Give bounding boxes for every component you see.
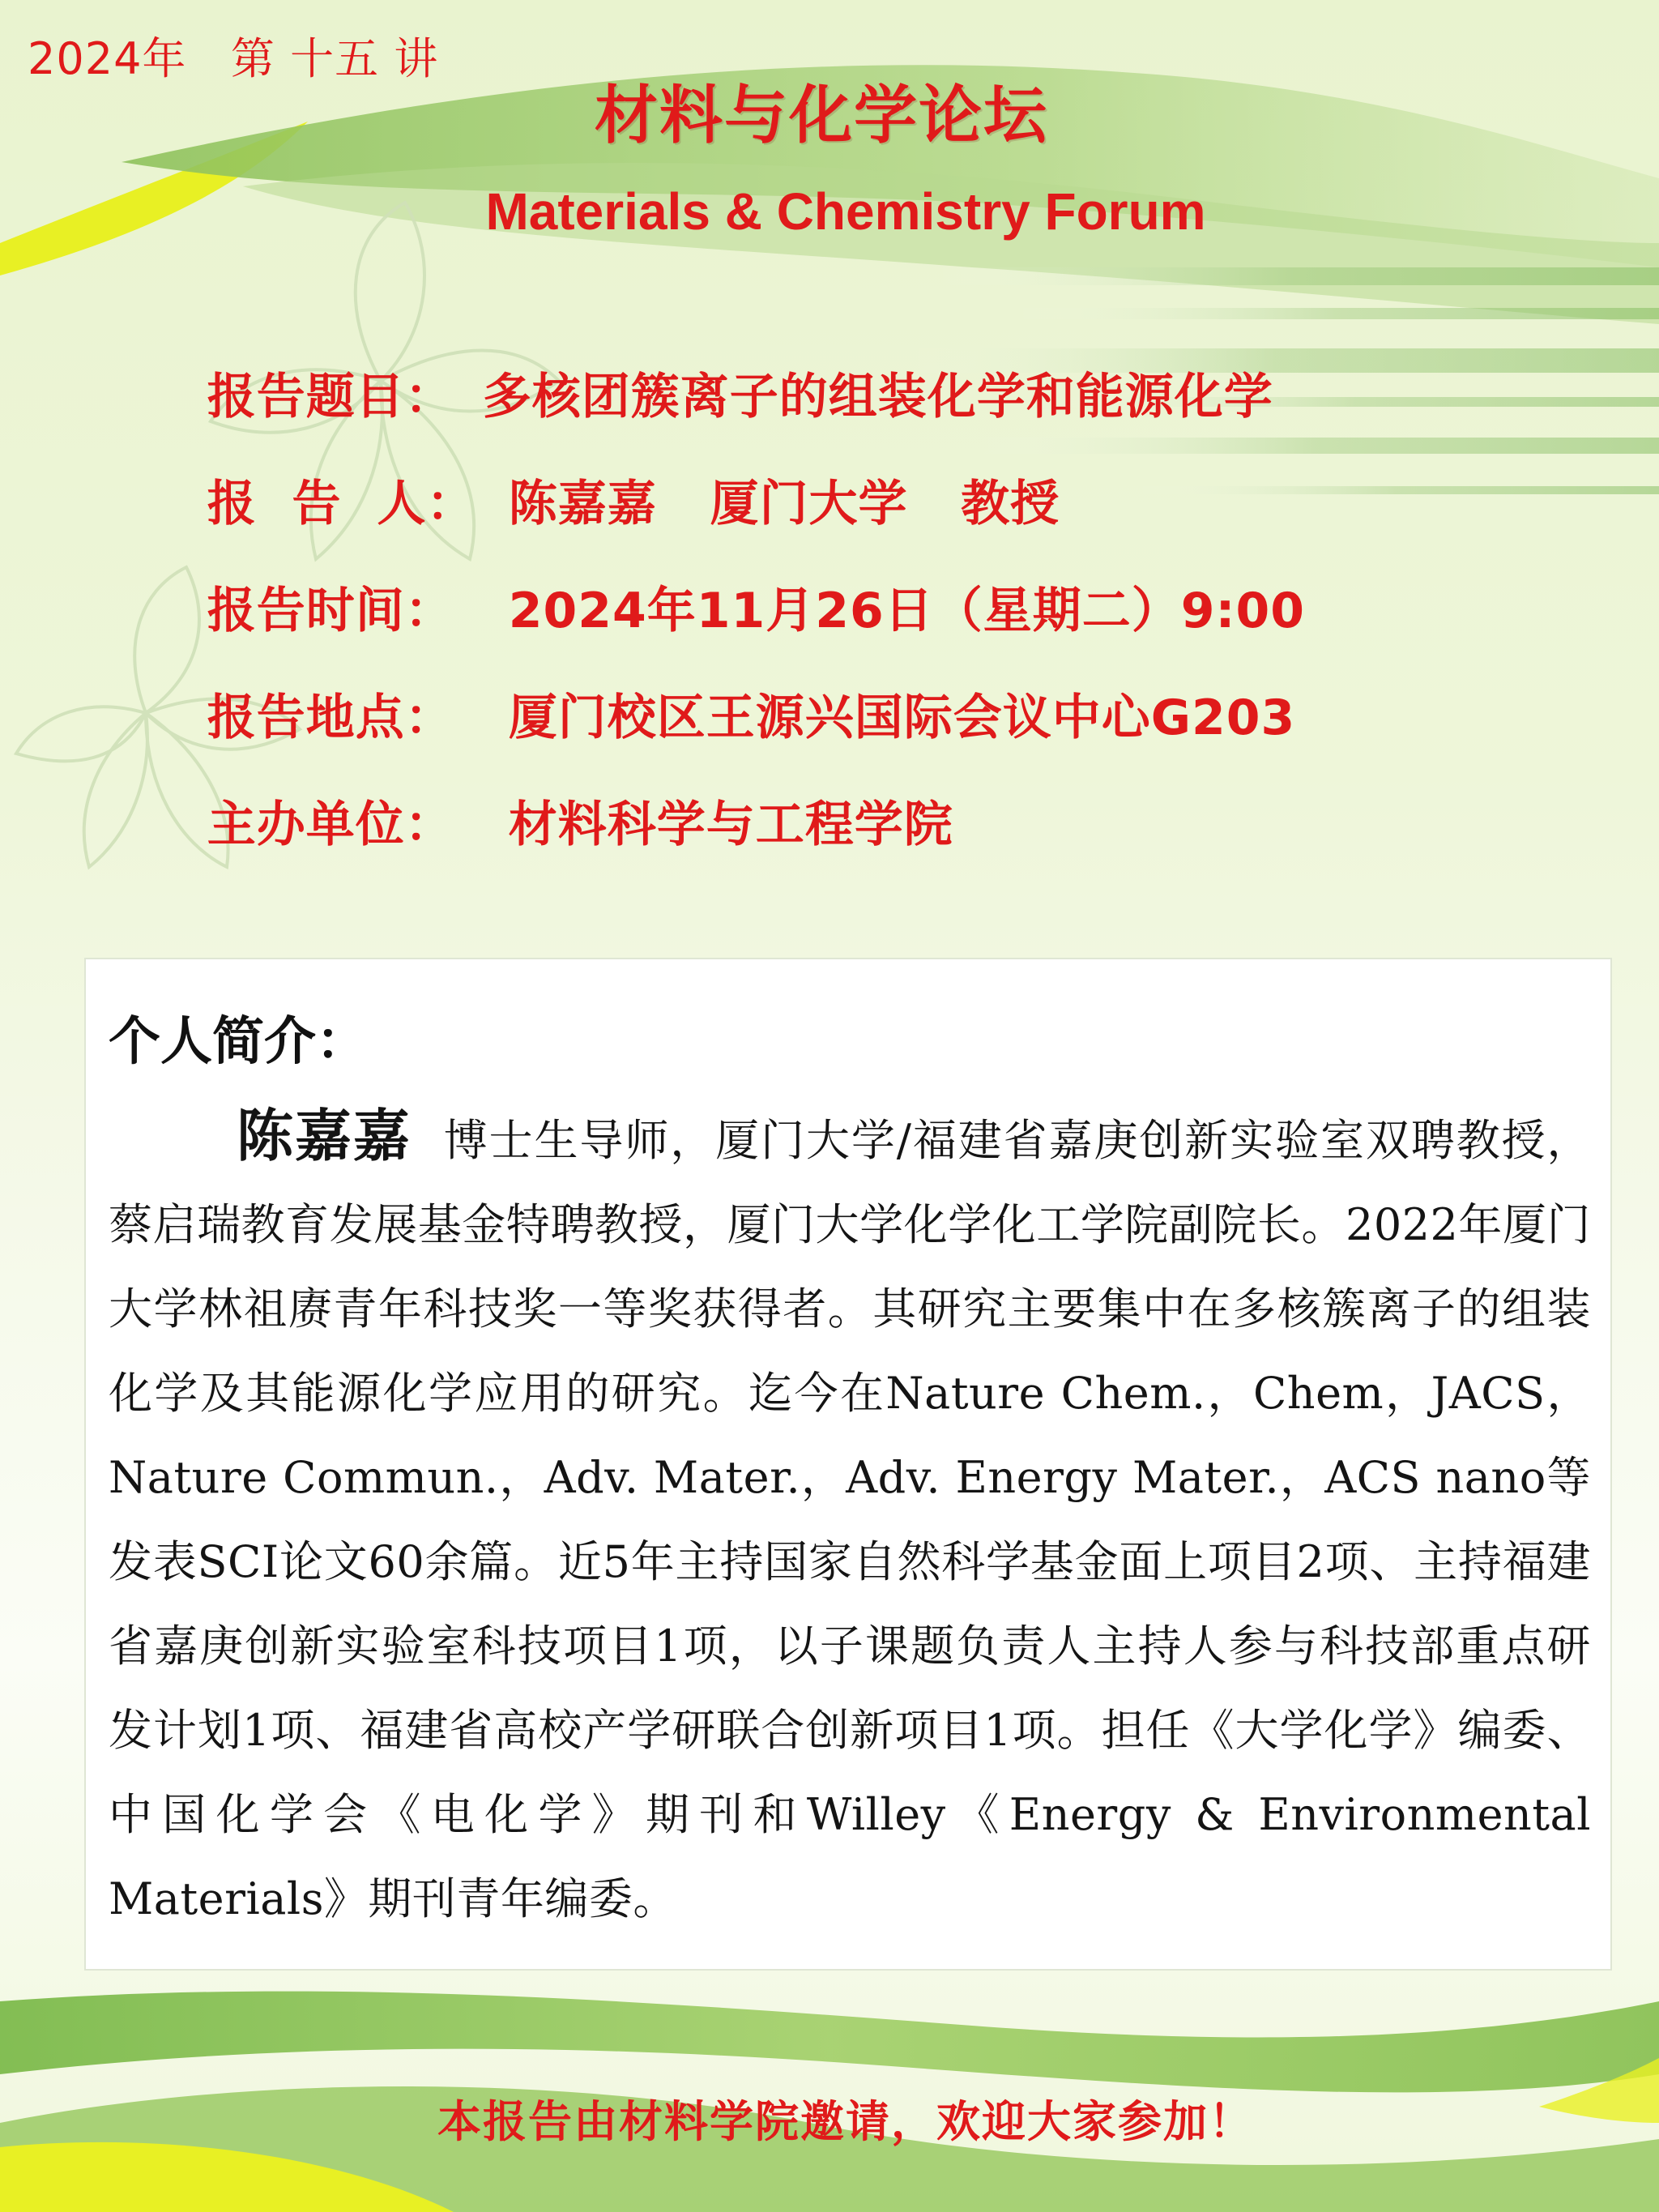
footer-invitation: 本报告由材料学院邀请，欢迎大家参加！ xyxy=(437,2096,1254,2147)
forum-title-english: Materials & Chemistry Forum xyxy=(485,182,1206,241)
info-value-speaker: 陈嘉嘉 厦门大学 教授 xyxy=(508,476,1060,532)
bio-heading: 个人简介： xyxy=(109,1012,368,1072)
info-row-organizer xyxy=(172,729,953,856)
forum-title-chinese: 材料与化学论坛 xyxy=(594,79,1048,152)
info-value-topic: 多核团簇离子的组装化学和能源化学 xyxy=(482,369,1273,425)
info-value-organizer: 材料科学与工程学院 xyxy=(508,796,953,853)
lecture-series-label: 2024年 第 十五 讲 xyxy=(28,33,439,84)
green-swoosh-bottom xyxy=(0,1992,1659,2093)
info-label-time: 报告时间： xyxy=(207,583,454,639)
bio-paragraph xyxy=(109,1094,1591,1941)
bio-speaker-name: 陈嘉嘉 xyxy=(237,1103,412,1169)
info-label-location: 报告地点： xyxy=(207,690,454,746)
info-label-organizer: 主办单位： xyxy=(207,796,454,853)
bio-body-text: 博士生导师，厦门大学/福建省嘉庚创新实验室双聘教授，蔡启瑞教育发展基金特聘教授，厦门大学化学化工学院副院长。2022年厦门大学林祖赓青年科技奖一等奖获得者。其研究主要集中在多核簇离子的组装化学及其能源化学应用的研究。迄今在Nature Chem.，Chem，JACS，Nature Commun.，Adv. Mater.，Adv. Energy Mater.，ACS nano等发表SCI论文60余篇。近5年主持国家自然科学基金面上项目2项、主持福建省嘉庚创新实验室科技项目1项，以子课题负责人主持人参与科技部重点研发计划1项、福建省高校产学研联合创新项目1项。担任《大学化学》编委、中国化学会《电化学》期刊和Willey《Energy & Environmental Materials》期刊青年编委。 xyxy=(109,1115,1591,1924)
streak-5 xyxy=(972,438,1659,454)
streak-6 xyxy=(1134,486,1659,494)
streak-1 xyxy=(932,267,1659,285)
info-value-location: 厦门校区王源兴国际会议中心G203 xyxy=(508,690,1296,746)
info-value-time: 2024年11月26日（星期二）9:00 xyxy=(508,583,1306,639)
info-label-topic: 报告题目： xyxy=(207,369,454,425)
bio-card xyxy=(84,958,1612,1971)
info-label-speaker: 报 告 人： xyxy=(207,476,476,532)
